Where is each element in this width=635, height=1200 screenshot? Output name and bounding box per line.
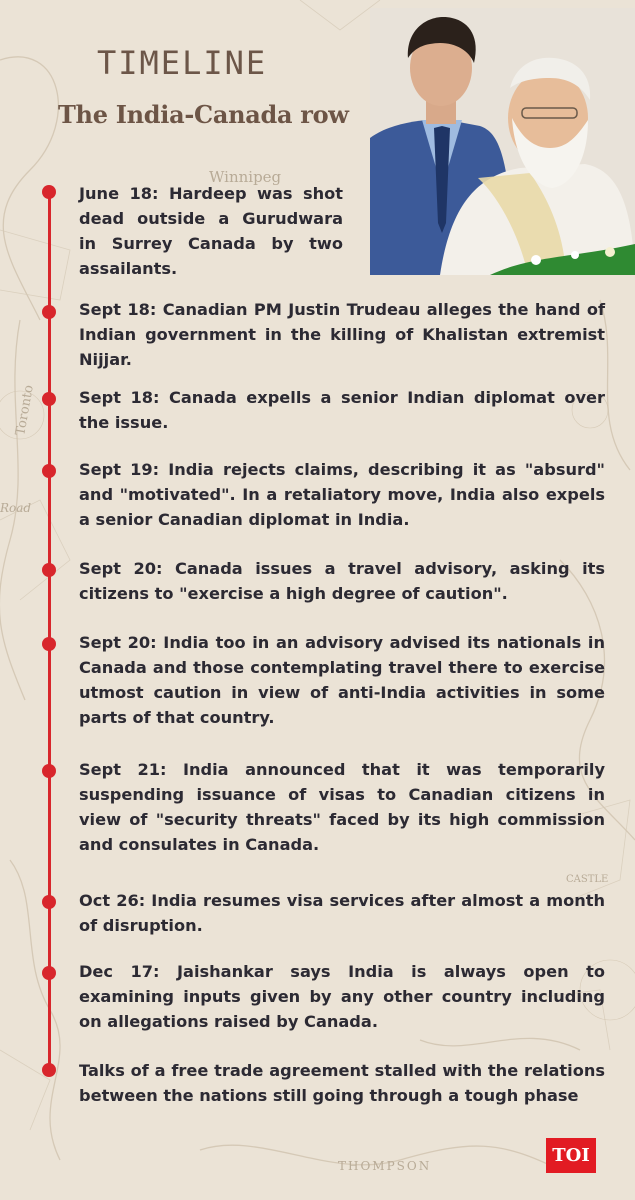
timeline-dot bbox=[42, 305, 56, 319]
timeline-event: Sept 20: India too in an advisory advised its nationals in Canada and those contemplating travel there to exercise utmost caution in view of anti-India activities in some parts of that country. bbox=[79, 633, 605, 727]
timeline-event: Sept 18: Canadian PM Justin Trudeau alleges the hand of Indian government in the killing of Khalistan extremist Nijjar. bbox=[79, 300, 605, 369]
timeline-dot bbox=[42, 895, 56, 909]
timeline-dot bbox=[42, 764, 56, 778]
timeline-event: Sept 21: India announced that it was temporarily suspending issuance of visas to Canadian citizens in view of "security threats" faced by its high commission and consulates in Canada. bbox=[79, 760, 605, 854]
timeline-dot bbox=[42, 185, 56, 199]
timeline-dot bbox=[42, 563, 56, 577]
timeline-dot bbox=[42, 1063, 56, 1077]
timeline-event: June 18: Hardeep was shot dead outside a Gurudwara in Surrey Canada by two assailants. bbox=[79, 184, 343, 278]
timeline-dot bbox=[42, 464, 56, 478]
timeline-dot bbox=[42, 637, 56, 651]
map-label-castle: CASTLE bbox=[566, 874, 609, 885]
map-label-road: Road bbox=[0, 501, 32, 515]
timeline-event: Sept 20: Canada issues a travel advisory, asking its citizens to "exercise a high degree of caution". bbox=[79, 559, 605, 603]
timeline-event: Oct 26: India resumes visa services after almost a month of disruption. bbox=[79, 891, 605, 935]
timeline-dot bbox=[42, 966, 56, 980]
timeline-event: Sept 18: Canada expells a senior Indian diplomat over the issue. bbox=[79, 388, 605, 432]
timeline-event: Talks of a free trade agreement stalled with the relations between the nations still going through a tough phase bbox=[79, 1061, 605, 1105]
timeline-event: Sept 19: India rejects claims, describing it as "absurd" and "motivated". In a retaliatory move, India also expels a senior Canadian diplomat in India. bbox=[79, 460, 605, 529]
timeline-label: TIMELINE bbox=[97, 44, 268, 82]
map-label-winnipeg: Winnipeg bbox=[209, 168, 282, 186]
timeline-dot bbox=[42, 392, 56, 406]
page-title: The India-Canada row bbox=[58, 100, 349, 129]
toi-logo: TOI bbox=[546, 1138, 596, 1173]
timeline-event: Dec 17: Jaishankar says India is always open to examining inputs given by any other country including on allegations raised by Canada. bbox=[79, 962, 605, 1031]
map-label-thompson: THOMPSON bbox=[338, 1159, 432, 1173]
leaders-photo bbox=[370, 8, 635, 275]
map-label-toronto: Toronto bbox=[13, 383, 37, 437]
